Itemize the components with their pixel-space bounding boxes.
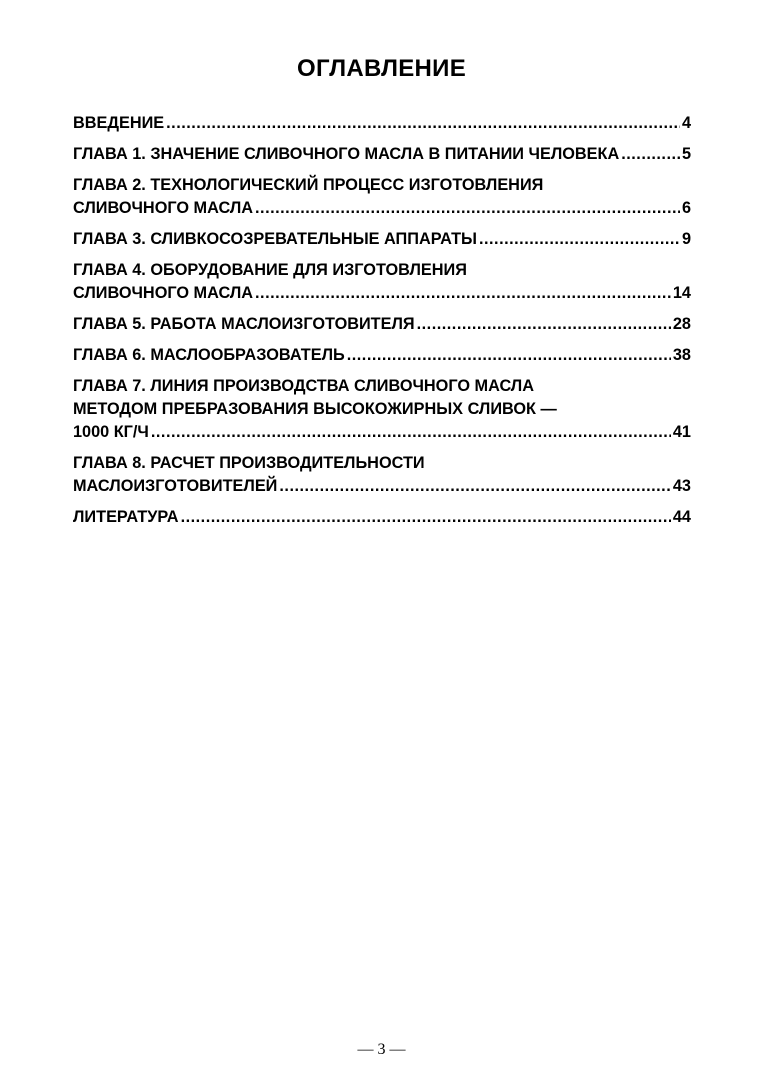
toc-entry-last-line: [73, 344, 691, 367]
toc-entry-title: 1000 КГ/Ч: [73, 423, 149, 441]
toc-entry-page: 41: [672, 423, 691, 441]
toc-entry-page: 5: [681, 145, 691, 163]
toc-entry-last-line: [73, 421, 691, 444]
toc-entry[interactable]: [73, 452, 691, 498]
toc-entry-last-line: [73, 282, 691, 305]
toc-entry-title: ГЛАВА 1. ЗНАЧЕНИЕ СЛИВОЧНОГО МАСЛА В ПИТАНИИ ЧЕЛОВЕКА: [73, 145, 620, 163]
table-of-contents: [73, 112, 691, 537]
toc-entry[interactable]: [73, 344, 691, 367]
dot-leader: [417, 313, 671, 336]
dot-leader: [479, 228, 680, 251]
toc-entry-line: ГЛАВА 8. РАСЧЕТ ПРОИЗВОДИТЕЛЬНОСТИ: [73, 454, 425, 472]
toc-entry[interactable]: [73, 259, 691, 305]
page-title: ОГЛАВЛЕНИЕ: [296, 55, 467, 82]
toc-entry[interactable]: [73, 174, 691, 220]
dot-leader: [255, 197, 680, 220]
toc-entry-page: 4: [681, 114, 691, 132]
toc-entry[interactable]: [73, 313, 691, 336]
toc-entry-title: СЛИВОЧНОГО МАСЛА: [73, 199, 254, 217]
dot-leader: [166, 112, 680, 135]
toc-entry-title: СЛИВОЧНОГО МАСЛА: [73, 284, 254, 302]
toc-entry[interactable]: [73, 112, 691, 135]
toc-entry-last-line: [73, 506, 691, 529]
toc-entry[interactable]: [73, 143, 691, 166]
toc-entry-title: ГЛАВА 3. СЛИВКОСОЗРЕВАТЕЛЬНЫЕ АППАРАТЫ: [73, 230, 477, 248]
toc-entry-page: 43: [672, 477, 691, 495]
toc-entry[interactable]: [73, 506, 691, 529]
dot-leader: [347, 344, 671, 367]
toc-entry-title: ГЛАВА 5. РАБОТА МАСЛОИЗГОТОВИТЕЛЯ: [73, 315, 415, 333]
toc-entry-last-line: [73, 197, 691, 220]
toc-entry-last-line: [73, 313, 691, 336]
toc-entry-page: 28: [672, 315, 691, 333]
toc-entry-title: МАСЛОИЗГОТОВИТЕЛЕЙ: [73, 477, 278, 495]
toc-entry-last-line: [73, 475, 691, 498]
toc-entry-line: ГЛАВА 7. ЛИНИЯ ПРОИЗВОДСТВА СЛИВОЧНОГО МАСЛА: [73, 377, 534, 395]
toc-entry[interactable]: [73, 228, 691, 251]
toc-entry-last-line: [73, 228, 691, 251]
dot-leader: [279, 475, 670, 498]
toc-entry-line: ГЛАВА 4. ОБОРУДОВАНИЕ ДЛЯ ИЗГОТОВЛЕНИЯ: [73, 261, 467, 279]
toc-entry-title: ЛИТЕРАТУРА: [73, 508, 179, 526]
toc-entry-page: 6: [681, 199, 691, 217]
dot-leader: [181, 506, 671, 529]
page-number: — 3 —: [357, 1041, 406, 1058]
toc-entry[interactable]: [73, 375, 691, 444]
toc-entry-last-line: [73, 143, 691, 166]
toc-entry-line: МЕТОДОМ ПРЕБРАЗОВАНИЯ ВЫСОКОЖИРНЫХ СЛИВОК —: [73, 400, 557, 418]
dot-leader: [255, 282, 671, 305]
dot-leader: [151, 421, 671, 444]
toc-entry-page: 9: [681, 230, 691, 248]
toc-entry-page: 38: [672, 346, 691, 364]
dot-leader: [621, 143, 680, 166]
toc-entry-line: ГЛАВА 2. ТЕХНОЛОГИЧЕСКИЙ ПРОЦЕСС ИЗГОТОВЛЕНИЯ: [73, 176, 544, 194]
toc-entry-title: ГЛАВА 6. МАСЛООБРАЗОВАТЕЛЬ: [73, 346, 345, 364]
toc-entry-page: 44: [672, 508, 691, 526]
toc-entry-title: ВВЕДЕНИЕ: [73, 114, 165, 132]
toc-entry-page: 14: [672, 284, 691, 302]
toc-entry-last-line: [73, 112, 691, 135]
